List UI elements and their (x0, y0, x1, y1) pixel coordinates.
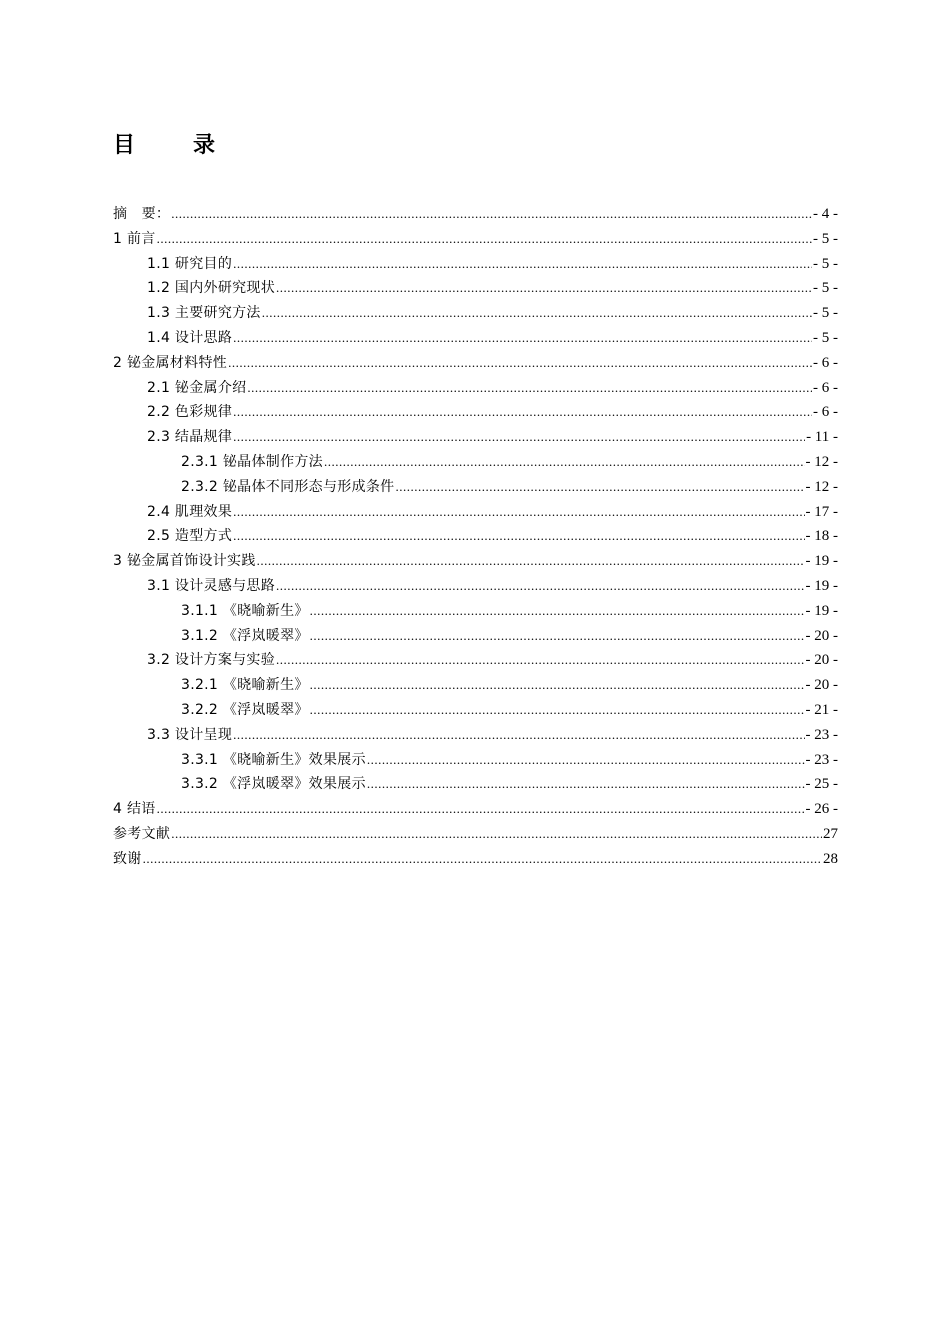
toc-entry-label: 3.2.2 《浮岚暖翠》 (181, 701, 309, 718)
toc-entry[interactable] (113, 624, 838, 649)
toc-page-number: - 23 - (805, 751, 838, 768)
toc-page-number: - 19 - (805, 553, 838, 570)
toc-page-number: 27 (823, 825, 838, 842)
toc-entry-label: 1.3 主要研究方法 (147, 305, 261, 322)
toc-entry[interactable] (113, 772, 838, 797)
toc-page-number: - 17 - (805, 503, 838, 520)
toc-entry-label: 2.3.1 铋晶体制作方法 (181, 453, 323, 470)
toc-page-number: 28 (823, 850, 838, 867)
toc-page-number: - 20 - (805, 627, 838, 644)
toc-dot-leader (171, 822, 822, 847)
toc-entry-label: 2.2 色彩规律 (147, 404, 233, 421)
toc-dot-leader (324, 450, 805, 475)
toc-entry[interactable] (113, 673, 838, 698)
toc-page-number: - 6 - (813, 379, 838, 396)
toc-entry-label: 3.1 设计灵感与思路 (147, 577, 276, 594)
toc-entry[interactable] (113, 574, 838, 599)
toc-page-number: - 6 - (813, 404, 838, 421)
toc-entry[interactable] (113, 847, 838, 872)
toc-entry[interactable] (113, 797, 838, 822)
toc-dot-leader (233, 400, 812, 425)
toc-entry[interactable] (113, 376, 838, 401)
toc-entry-label: 1.4 设计思路 (147, 329, 233, 346)
toc-entry-label: 参考文献 (113, 825, 171, 842)
toc-page-number: - 19 - (805, 577, 838, 594)
toc-dot-leader (367, 748, 805, 773)
toc-page-number: - 21 - (805, 701, 838, 718)
toc-entry[interactable] (113, 524, 838, 549)
toc-dot-leader (395, 475, 804, 500)
toc-page-number: - 5 - (813, 255, 838, 272)
toc-dot-leader (310, 673, 805, 698)
toc-entry-label: 3.2 设计方案与实验 (147, 652, 276, 669)
toc-dot-leader (310, 599, 805, 624)
toc-entry[interactable] (113, 351, 838, 376)
toc-dot-leader (233, 723, 804, 748)
toc-entry-label: 2 铋金属材料特性 (113, 354, 228, 371)
toc-dot-leader (233, 524, 804, 549)
toc-dot-leader (310, 698, 805, 723)
toc-entry[interactable] (113, 599, 838, 624)
toc-entry-label: 1.2 国内外研究现状 (147, 280, 276, 297)
toc-page-number: - 5 - (813, 305, 838, 322)
toc-entry-label: 1.1 研究目的 (147, 255, 233, 272)
toc-entry-label: 2.5 造型方式 (147, 528, 233, 545)
toc-entry[interactable] (113, 400, 838, 425)
toc-dot-leader (276, 648, 804, 673)
toc-entry-label: 致谢 (113, 850, 142, 867)
toc-page-number: - 5 - (813, 280, 838, 297)
toc-entry-label: 3.3 设计呈现 (147, 726, 233, 743)
toc-entry[interactable] (113, 648, 838, 673)
toc-page-number: - 19 - (805, 602, 838, 619)
toc-entry[interactable] (113, 748, 838, 773)
toc-page-number: - 12 - (805, 478, 838, 495)
toc-entry-label: 2.3.2 铋晶体不同形态与形成条件 (181, 478, 395, 495)
toc-dot-leader (157, 797, 805, 822)
toc-entry-label: 2.1 铋金属介绍 (147, 379, 247, 396)
toc-entry-label: 3.1.1 《晓喻新生》 (181, 602, 309, 619)
toc-entry[interactable] (113, 326, 838, 351)
toc-dot-leader (262, 301, 812, 326)
toc-entry[interactable] (113, 301, 838, 326)
toc-page-number: - 23 - (805, 726, 838, 743)
toc-dot-leader (233, 252, 812, 277)
toc-entry-label: 2.3 结晶规律 (147, 429, 233, 446)
toc-dot-leader (233, 326, 812, 351)
toc-page-number: - 20 - (805, 652, 838, 669)
toc-page-number: - 11 - (806, 429, 838, 446)
toc-entry[interactable] (113, 698, 838, 723)
toc-dot-leader (233, 500, 804, 525)
toc-page-number: - 26 - (805, 801, 838, 818)
toc-entry-label: 2.4 肌理效果 (147, 503, 233, 520)
toc-entry-label: 3.3.2 《浮岚暖翠》效果展示 (181, 776, 366, 793)
toc-page-number: - 5 - (813, 230, 838, 247)
toc-entry-label: 1 前言 (113, 230, 156, 247)
toc-dot-leader (157, 227, 812, 252)
toc-entry[interactable] (113, 425, 838, 450)
toc-entry-label: 3.2.1 《晓喻新生》 (181, 677, 309, 694)
toc-dot-leader (276, 574, 804, 599)
toc-dot-leader (233, 425, 805, 450)
toc-entry[interactable] (113, 475, 838, 500)
toc-entry-label: 3 铋金属首饰设计实践 (113, 553, 256, 570)
toc-page-number: - 5 - (813, 329, 838, 346)
toc-dot-leader (367, 772, 805, 797)
toc-page-number: - 20 - (805, 677, 838, 694)
page-title: 目 录 (113, 133, 234, 158)
toc-dot-leader (228, 351, 812, 376)
toc-entry[interactable] (113, 450, 838, 475)
toc-entry-label: 3.1.2 《浮岚暖翠》 (181, 627, 309, 644)
toc-entry[interactable] (113, 252, 838, 277)
toc-dot-leader (257, 549, 805, 574)
toc-dot-leader (143, 847, 822, 872)
toc-entry[interactable] (113, 549, 838, 574)
toc-entry-label: 4 结语 (113, 801, 156, 818)
toc-page-number: - 6 - (813, 354, 838, 371)
toc-entry[interactable] (113, 822, 838, 847)
toc-page-number: - 12 - (805, 453, 838, 470)
toc-entry-label: 摘 要： (113, 206, 171, 222)
toc-entry[interactable] (113, 276, 838, 301)
toc-page-number: - 4 - (813, 206, 838, 222)
table-of-contents (113, 202, 838, 872)
toc-dot-leader (171, 202, 812, 227)
toc-page-number: - 18 - (805, 528, 838, 545)
toc-entry-label: 3.3.1 《晓喻新生》效果展示 (181, 751, 366, 768)
toc-dot-leader (247, 376, 812, 401)
toc-page-number: - 25 - (805, 776, 838, 793)
toc-dot-leader (310, 624, 805, 649)
toc-entry[interactable] (113, 723, 838, 748)
toc-entry[interactable] (113, 202, 838, 227)
toc-entry[interactable] (113, 500, 838, 525)
toc-dot-leader (276, 276, 812, 301)
toc-entry[interactable] (113, 227, 838, 252)
